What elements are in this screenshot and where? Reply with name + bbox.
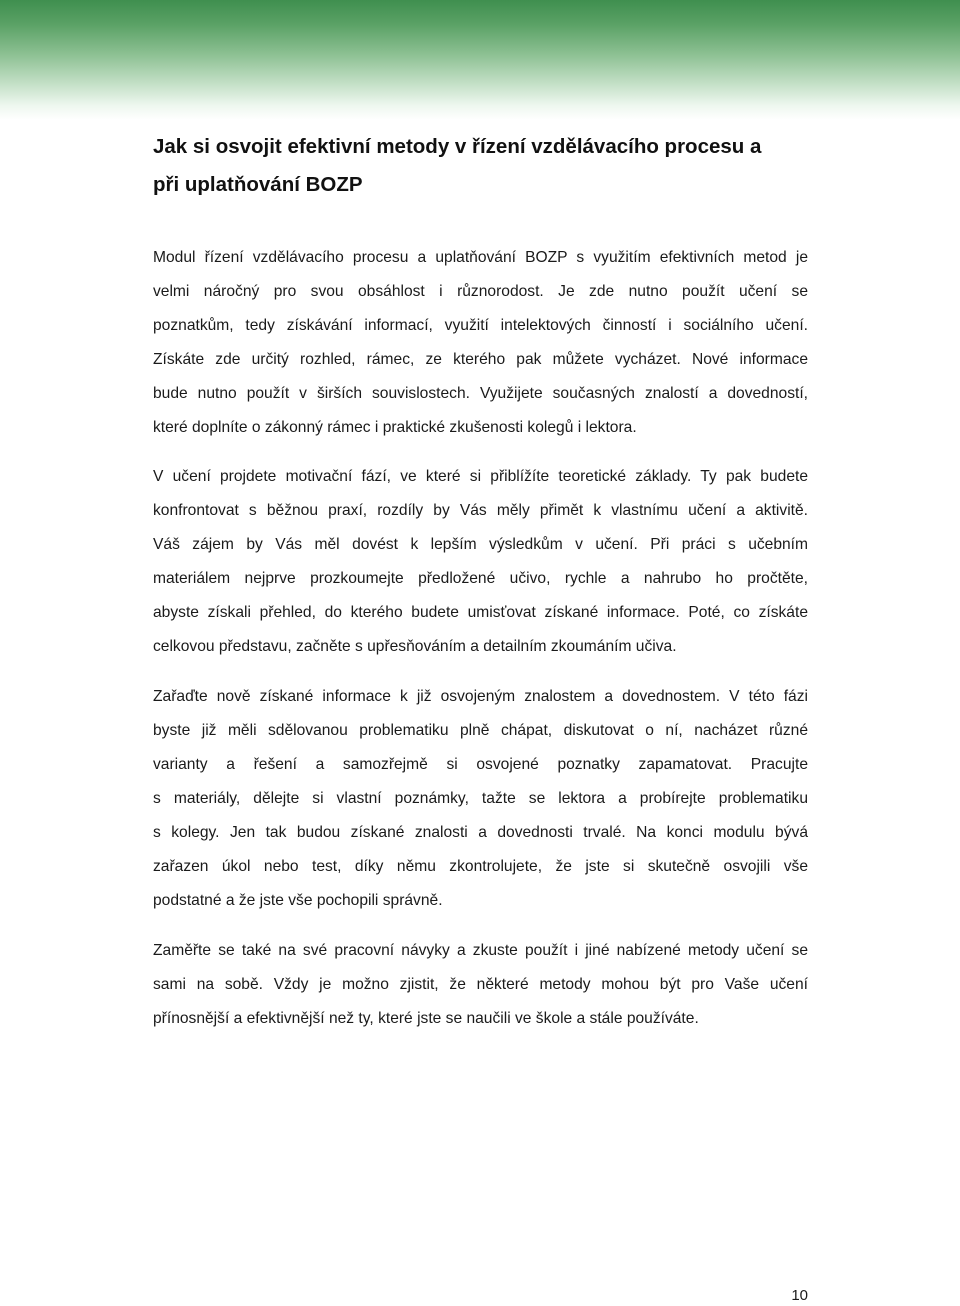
title-line: při uplatňování BOZP [153,173,363,196]
document-title [153,128,808,204]
text-line: V učení projdete motivační fází, ve které si přiblížíte teoretické základy. Ty pak budete [153,468,808,485]
title-line: Jak si osvojit efektivní metody v řízení vzdělávacího procesu a [153,135,762,158]
text-line: podstatné a že jste vše pochopili správně. [153,892,443,909]
text-line: bude nutno použít v širších souvislostech. Využijete současných znalostí a dovedností, [153,385,808,402]
text-line: byste již měli sdělovanou problematiku plně chápat, diskutovat o ní, nacházet různé [153,722,808,739]
text-line: Modul řízení vzdělávacího procesu a uplatňování BOZP s využitím efektivních metod je [153,249,808,266]
page-content [153,128,808,1036]
paragraph-integration [153,680,808,918]
header-gradient-band [0,0,960,120]
text-line: s materiály, dělejte si vlastní poznámky, tažte se lektora a probírejte problematiku [153,790,808,807]
text-line: velmi náročný pro svou obsáhlost i různorodost. Je zde nutno použít učení se [153,283,808,300]
text-line: abyste získali přehled, do kterého budete umisťovat získané informace. Poté, co získáte [153,604,808,621]
paragraph-motivation [153,460,808,664]
text-line: sami na sobě. Vždy je možno zjistit, že některé metody mohou být pro Vaše učení [153,976,808,993]
text-line: poznatkům, tedy získávání informací, využití intelektových činností i sociálního učení. [153,317,808,334]
text-line: Zařaďte nově získané informace k již osvojeným znalostem a dovednostem. V této fázi [153,688,808,705]
text-line: které doplníte o zákonný rámec i praktické zkušenosti kolegů i lektora. [153,419,637,436]
text-line: s kolegy. Jen tak budou získané znalosti a dovednosti trvalé. Na konci modulu bývá [153,824,808,841]
text-line: varianty a řešení a samozřejmě si osvojené poznatky zapamatovat. Pracujte [153,756,808,773]
text-line: konfrontovat s běžnou praxí, rozdíly by Vás měly přimět k vlastnímu učení a aktivitě. [153,502,808,519]
page-number: 10 [791,1287,808,1304]
paragraph-intro [153,241,808,445]
text-line: Získáte zde určitý rozhled, rámec, ze kterého pak můžete vycházet. Nové informace [153,351,808,368]
text-line: Zaměřte se také na své pracovní návyky a zkuste použít i jiné nabízené metody učení se [153,942,808,959]
text-line: Váš zájem by Vás měl dovést k lepším výsledkům v učení. Při práci s učebním [153,536,808,553]
text-line: materiálem nejprve prozkoumejte předložené učivo, rychle a nahrubo ho pročtěte, [153,570,808,587]
text-line: celkovou představu, začněte s upřesňováním a detailním zkoumáním učiva. [153,638,677,655]
text-line: zařazen úkol nebo test, díky němu zkontrolujete, že jste si skutečně osvojili vše [153,858,808,875]
text-line: přínosnější a efektivnější než ty, které jste se naučili ve škole a stále používáte. [153,1010,699,1027]
paragraph-habits [153,934,808,1036]
